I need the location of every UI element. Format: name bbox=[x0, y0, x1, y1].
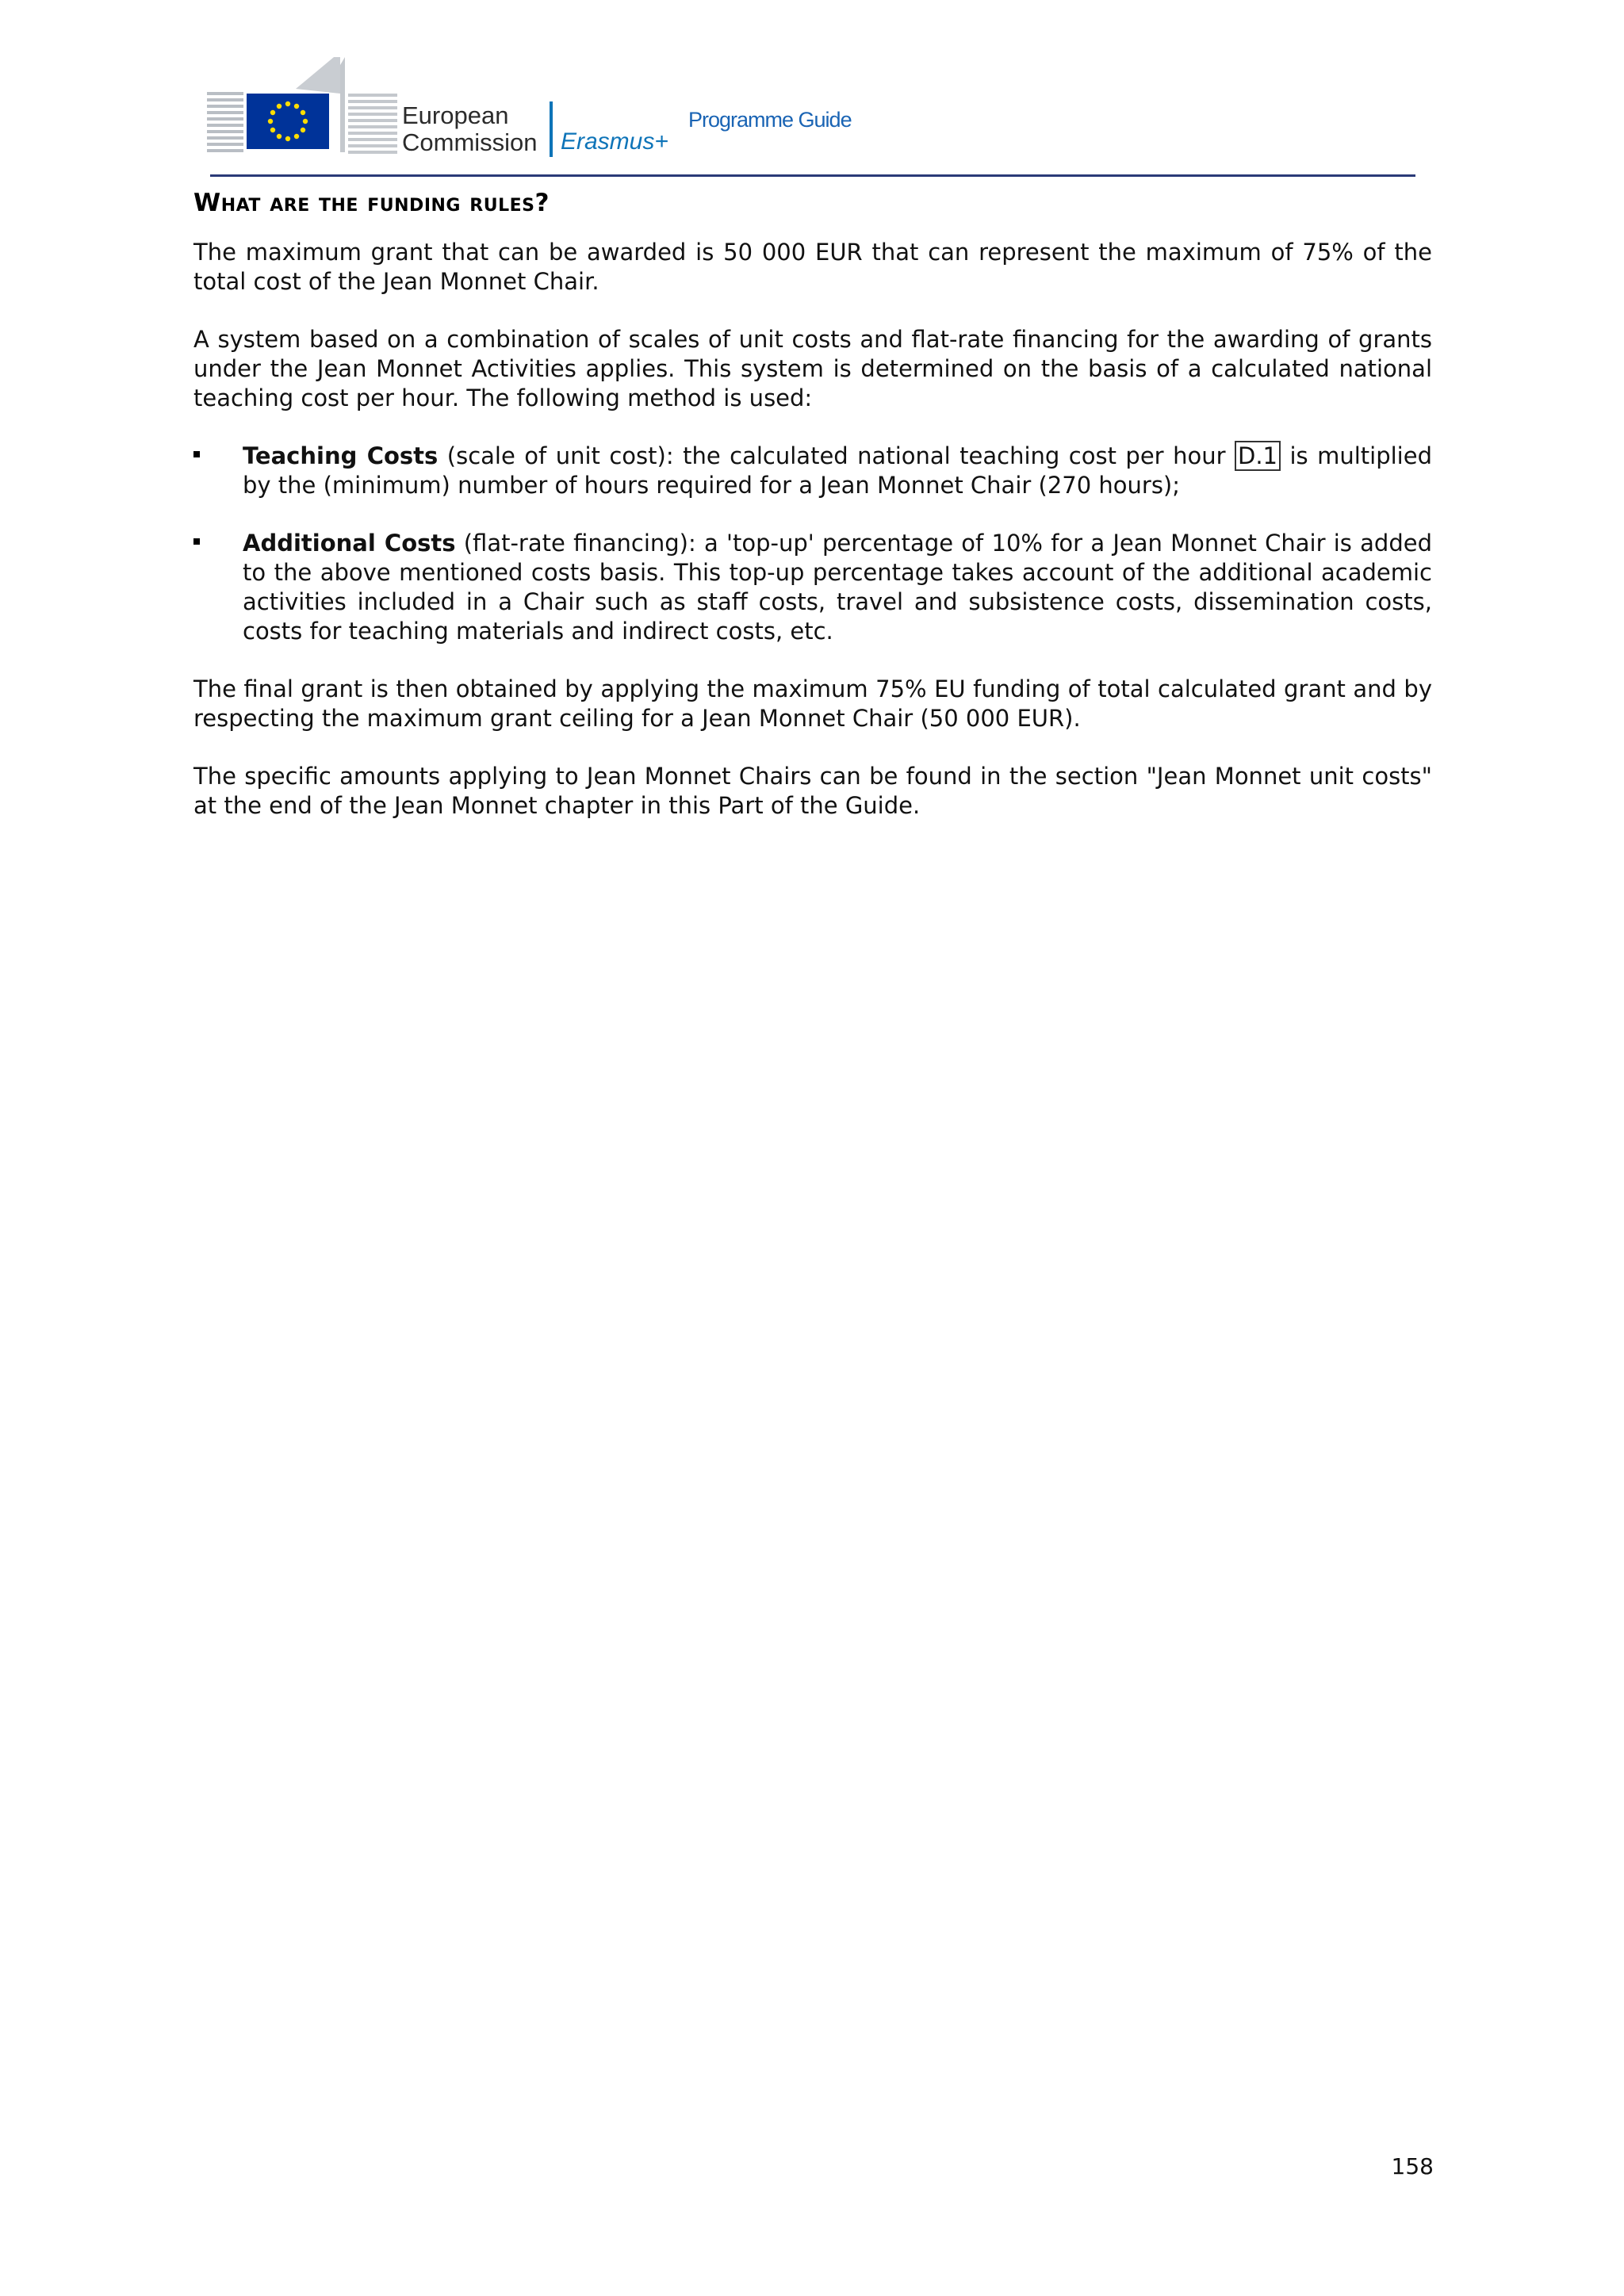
paragraph-specific-amounts: The specific amounts applying to Jean Monnet Chairs can be found in the section "Jean Monnet unit costs" at the end of the Jean Monnet chapter in this Part of the Guide. bbox=[193, 763, 1432, 819]
bullet-text: is multiplied by the (minimum) number of hours required for a Jean Monnet Chair (270 hours); bbox=[243, 442, 1432, 499]
programme-name: Erasmus+ bbox=[561, 128, 668, 155]
paragraph-system: A system based on a combination of scales of unit costs and flat-rate financing for the awarding of grants under the Jean Monnet Activities applies. This system is determined on the basis of a calculated national teaching cost per hour. The following method is used: bbox=[193, 326, 1432, 411]
european-commission-logo bbox=[207, 57, 699, 160]
bullet-teaching-costs bbox=[193, 442, 1432, 500]
page-body bbox=[193, 189, 1432, 849]
brand-separator bbox=[550, 101, 553, 157]
bullet-term: Additional Costs bbox=[243, 530, 456, 557]
bullet-term: Teaching Costs bbox=[243, 442, 439, 469]
bullet-additional-costs bbox=[193, 529, 1432, 646]
page-number: 158 bbox=[1391, 2153, 1434, 2179]
eu-flag-icon bbox=[247, 94, 329, 149]
reference-box: D.1 bbox=[1235, 441, 1281, 471]
paragraph-final-grant: The final grant is then obtained by applying the maximum 75% EU funding of total calculated grant and by respecting the maximum grant ceiling for a Jean Monnet Chair (50 000 EUR). bbox=[193, 675, 1432, 732]
header-divider bbox=[210, 174, 1415, 177]
brand-name-line-1: European bbox=[402, 101, 509, 129]
square-bullet-icon bbox=[193, 451, 200, 457]
bullet-text: (flat-rate financing): a 'top-up' percentage of 10% for a Jean Monnet Chair is added to the above mentioned costs basis. This top-up percentage takes account of the additional academic activities included in a Chair such as staff costs, travel and subsistence costs, dissemination costs, costs for teaching materials and indirect costs, etc. bbox=[243, 530, 1432, 645]
document-label: Programme Guide bbox=[688, 108, 852, 132]
building-graphic-right bbox=[340, 57, 404, 160]
bullet-text: (scale of unit cost): the calculated national teaching cost per hour bbox=[438, 442, 1235, 469]
section-heading: What are the funding rules? bbox=[193, 189, 550, 217]
page-header bbox=[202, 52, 1423, 179]
square-bullet-icon bbox=[193, 538, 200, 545]
brand-name-line-2: Commission bbox=[402, 128, 538, 156]
paragraph-max-grant: The maximum grant that can be awarded is 50 000 EUR that can represent the maximum of 75% of the total cost of the Jean Monnet Chair. bbox=[193, 239, 1432, 295]
